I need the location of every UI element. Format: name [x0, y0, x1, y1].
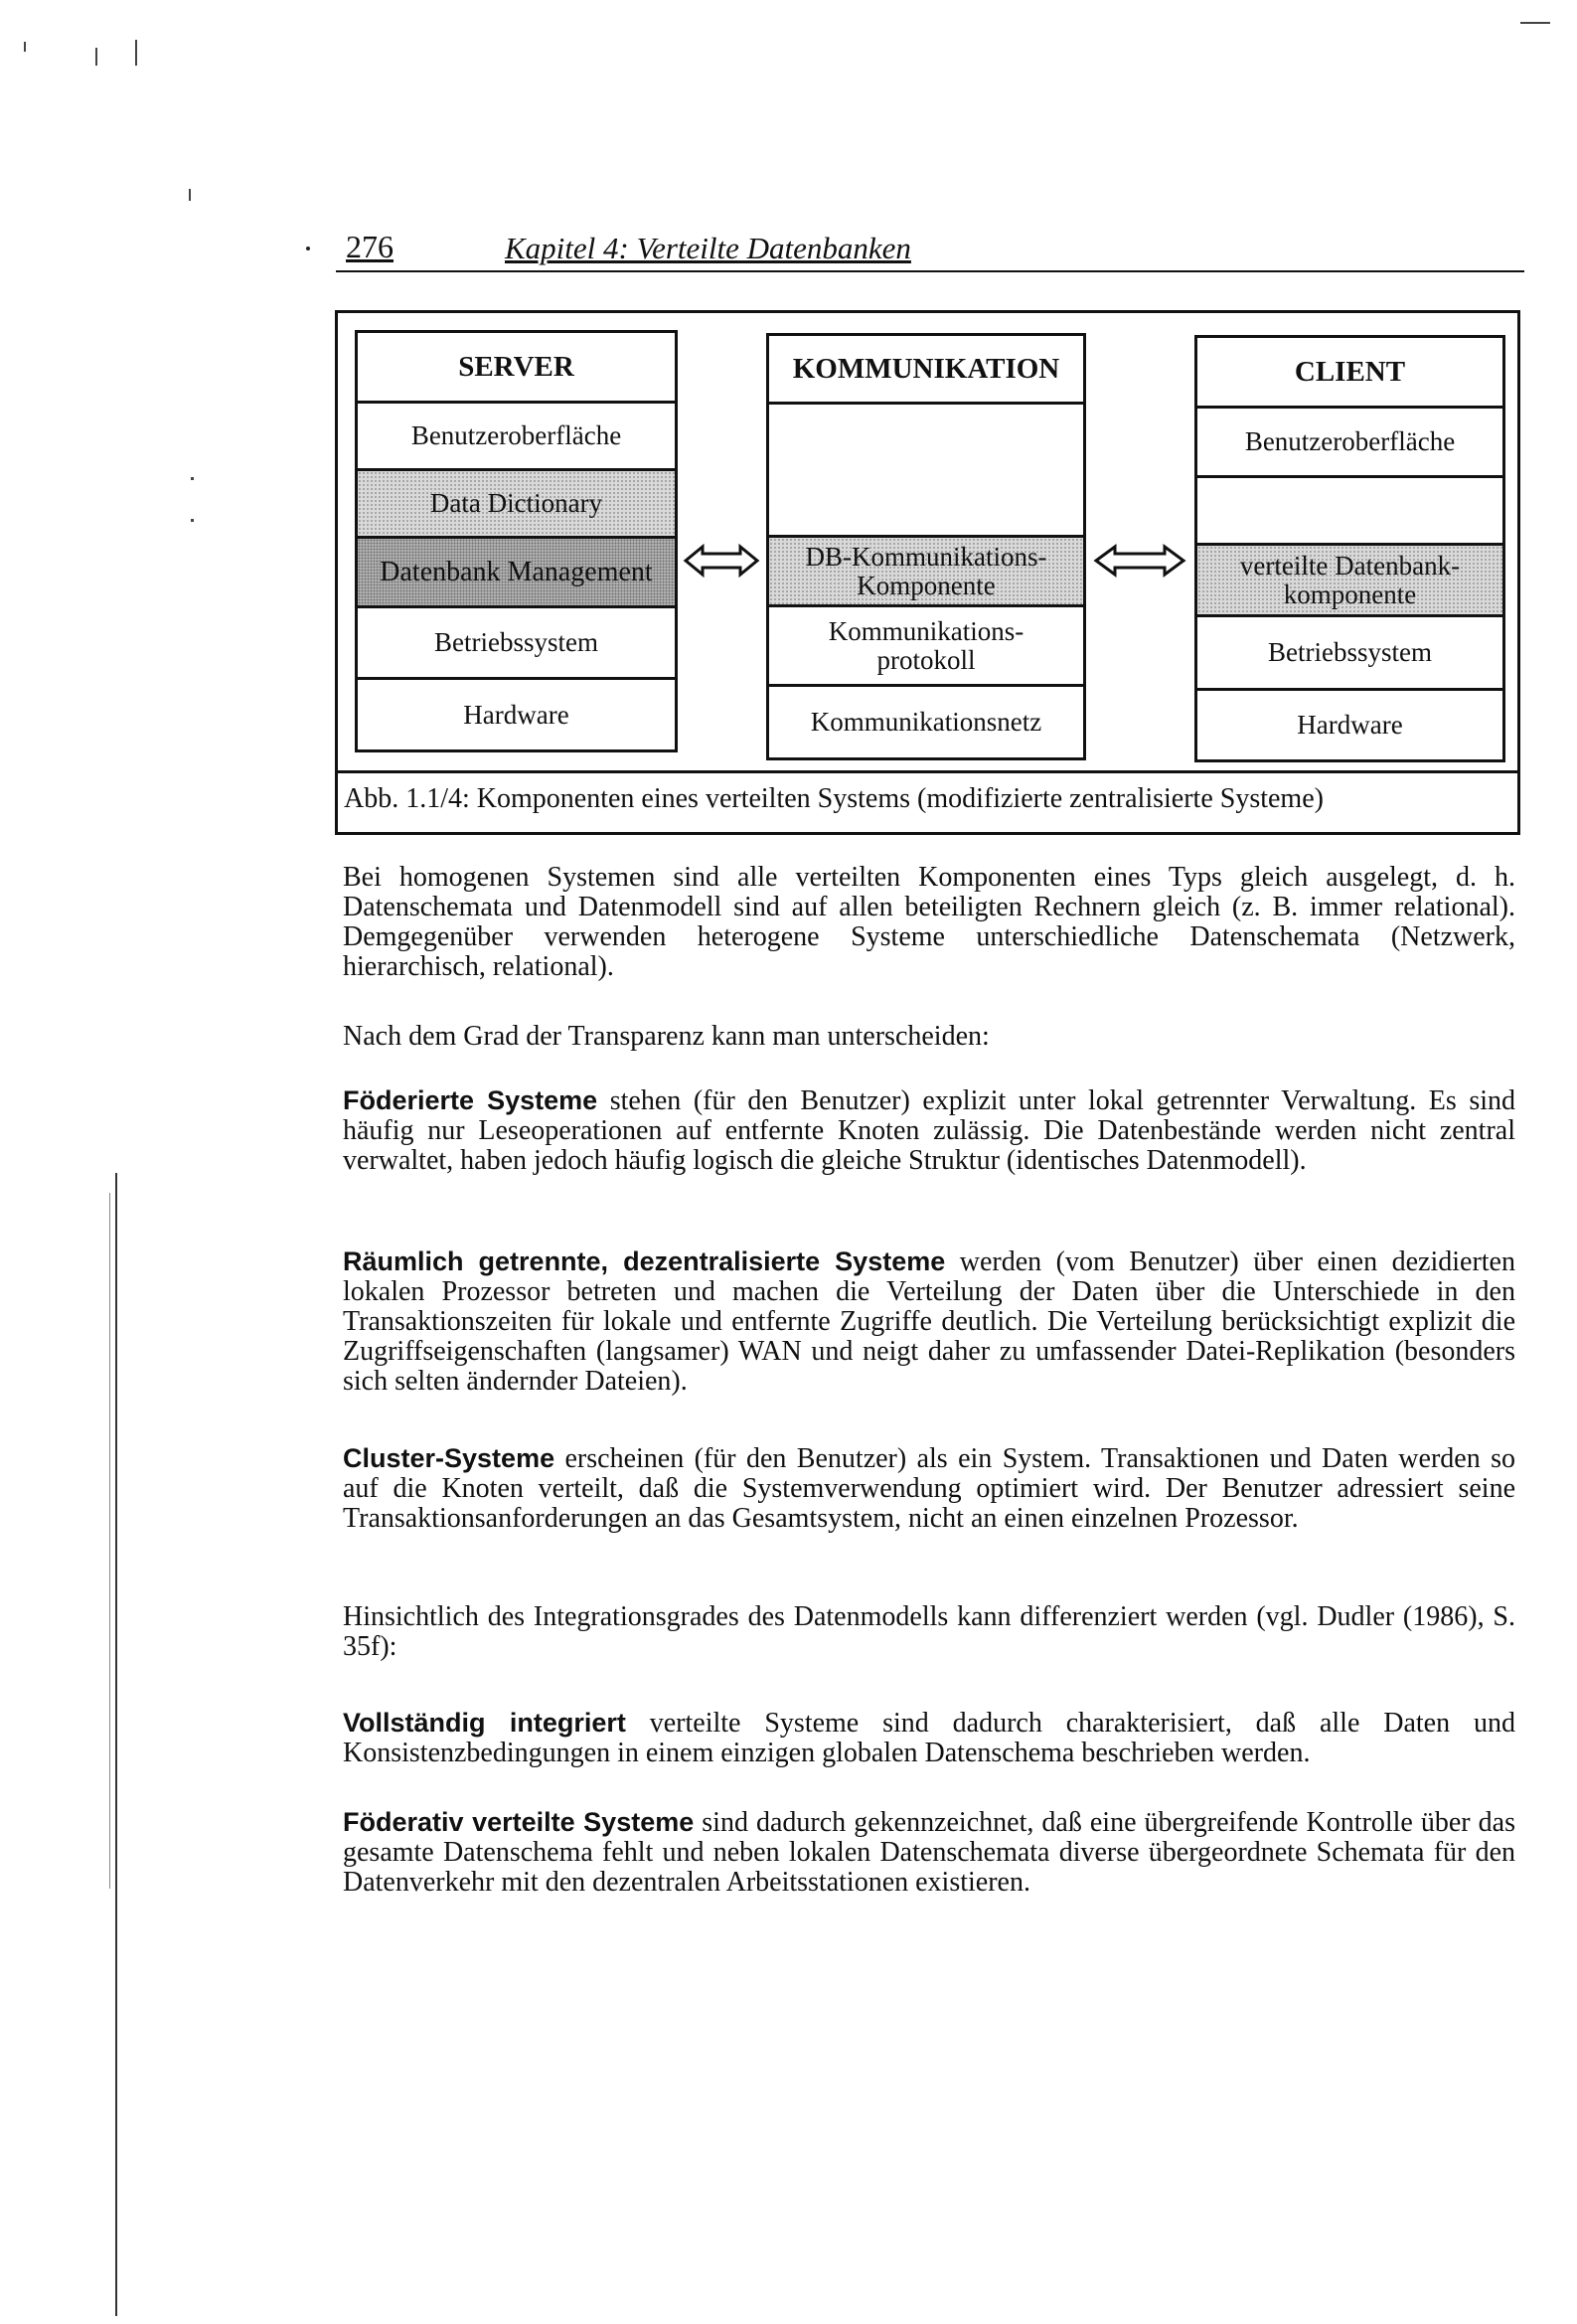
page-header: [336, 221, 1524, 272]
scan-artifact: [191, 477, 194, 480]
client-layer-os: Betriebssystem: [1197, 614, 1502, 688]
paragraph-lead-term: Räumlich getrennte, dezentralisierte Systeme: [343, 1246, 946, 1276]
paragraph-text: werden (vom Benutzer) über einen dezidierten lokalen Prozessor betreten und machen die Verteilung der Daten über die Unterschiede in den Transaktionszeiten für lokale und entfernte Zugriffe deutlich. Die Verteilung berücksichtigt explizit die Zugriffseigenschaften (langsamer) WAN und neigt daher zu umfassender Datei-Replikation (besonders sich selten ändernder Dateien).: [343, 1246, 1515, 1397]
paragraph-homogeneous-systems: [343, 863, 1515, 982]
scan-artifact: [109, 1193, 110, 1889]
paragraph-federative-distributed: [343, 1807, 1515, 1898]
paragraph-lead-term: Föderativ verteilte Systeme: [343, 1807, 695, 1837]
paragraph-integration-intro: [343, 1602, 1515, 1662]
kommunikation-title: KOMMUNIKATION: [792, 352, 1060, 385]
double-arrow-icon: [1093, 544, 1186, 578]
scan-artifact: [115, 1173, 117, 2316]
paragraph-text: Nach dem Grad der Transparenz kann man unterscheiden:: [343, 1021, 990, 1052]
paragraph-text: Bei homogenen Systemen sind alle verteilten Komponenten eines Typs gleich ausgelegt, d. h. Datenschemata und Datenmodell sind auf allen beteiligten Rechnern gleich (z. B. immer relational). Demgegenüber verwenden heterogene Systeme unterschiedliche Datenschemata (Netzwerk, hierarchisch, relational).: [343, 862, 1515, 982]
scan-artifact: [191, 519, 194, 522]
server-layer-hardware: Hardware: [358, 677, 675, 749]
paragraph-text: verteilte Systeme sind dadurch charakterisiert, daß alle Daten und Konsistenzbedingungen in einem einzigen globalen Datenschema beschrieben werden.: [343, 1708, 1515, 1768]
paragraph-text: Hinsichtlich des Integrationsgrades des Datenmodells kann differenziert werden (vgl. Dudler (1986), S. 35f):: [343, 1601, 1515, 1662]
paragraph-lead-term: Föderierte Systeme: [343, 1085, 598, 1115]
figure-caption: Abb. 1.1/4: Komponenten eines verteilten Systems (modifizierte zentralisierte Systeme): [338, 770, 1517, 832]
paragraph-transparency-intro: [343, 1022, 1515, 1052]
client-layer-hardware: Hardware: [1197, 688, 1502, 759]
paragraph-fully-integrated: [343, 1708, 1515, 1768]
paragraph-lead-term: Vollständig integriert: [343, 1708, 626, 1738]
server-layer-os: Betriebssystem: [358, 605, 675, 677]
server-layer-db-management: Datenbank Management: [358, 536, 675, 605]
paragraph-lead-term: Cluster-Systeme: [343, 1443, 555, 1473]
server-layer-data-dictionary: Data Dictionary: [358, 468, 675, 536]
chapter-title: Kapitel 4: Verteilte Datenbanken: [505, 231, 911, 265]
kommunikation-layer-network: Kommunikationsnetz: [769, 684, 1083, 757]
paragraph-decentralized-systems: [343, 1246, 1515, 1397]
page-number: 276: [346, 229, 394, 264]
paragraph-text: sind dadurch gekennzeichnet, daß eine übergreifende Kontrolle über das gesamte Datenschema fehlt und neben lokalen Datenschemata diverse übergeordnete Schemata für den Datenverkehr mit den dezentralen Arbeitsstationen existieren.: [343, 1807, 1515, 1898]
double-arrow-icon: [683, 544, 760, 578]
server-layer-ui: Benutzeroberfläche: [358, 401, 675, 468]
scan-artifact: [189, 189, 191, 201]
paragraph-cluster-systems: [343, 1443, 1515, 1534]
scan-artifact: [24, 42, 26, 52]
client-stack: [1194, 335, 1505, 762]
paragraph-federated-systems: [343, 1085, 1515, 1176]
kommunikation-layer-protocol: Kommunikations- protokoll: [769, 604, 1083, 684]
kommunikation-layer-empty: [769, 402, 1083, 535]
client-layer-distributed-db-component: verteilte Datenbank- komponente: [1197, 543, 1502, 614]
header-bullet: [306, 247, 310, 250]
paragraph-text: erscheinen (für den Benutzer) als ein System. Transaktionen und Daten werden so auf die Knoten verteilt, daß die Systemverwendung optimiert wird. Der Benutzer adressiert seine Transaktionsanforderungen an das Gesamtsystem, nicht an einen einzelnen Prozessor.: [343, 1443, 1515, 1534]
server-title: SERVER: [458, 350, 574, 383]
scan-artifact: [95, 48, 97, 66]
paragraph-text: stehen (für den Benutzer) explizit unter lokal getrennter Verwaltung. Es sind häufig nur Leseoperationen auf entfernte Knoten zulässig. Die Datenbestände werden nicht zentral verwaltet, haben jedoch häufig logisch die gleiche Struktur (identisches Datenmodell).: [343, 1085, 1516, 1176]
server-stack: [355, 330, 678, 752]
figure-frame: [335, 310, 1520, 835]
client-title: CLIENT: [1294, 355, 1406, 388]
scan-artifact: [1520, 22, 1550, 24]
scan-artifact: [135, 40, 137, 66]
kommunikation-layer-db-component: DB-Kommunikations- Komponente: [769, 535, 1083, 604]
client-layer-ui: Benutzeroberfläche: [1197, 406, 1502, 475]
kommunikation-stack: [766, 333, 1086, 760]
client-layer-empty: [1197, 475, 1502, 543]
